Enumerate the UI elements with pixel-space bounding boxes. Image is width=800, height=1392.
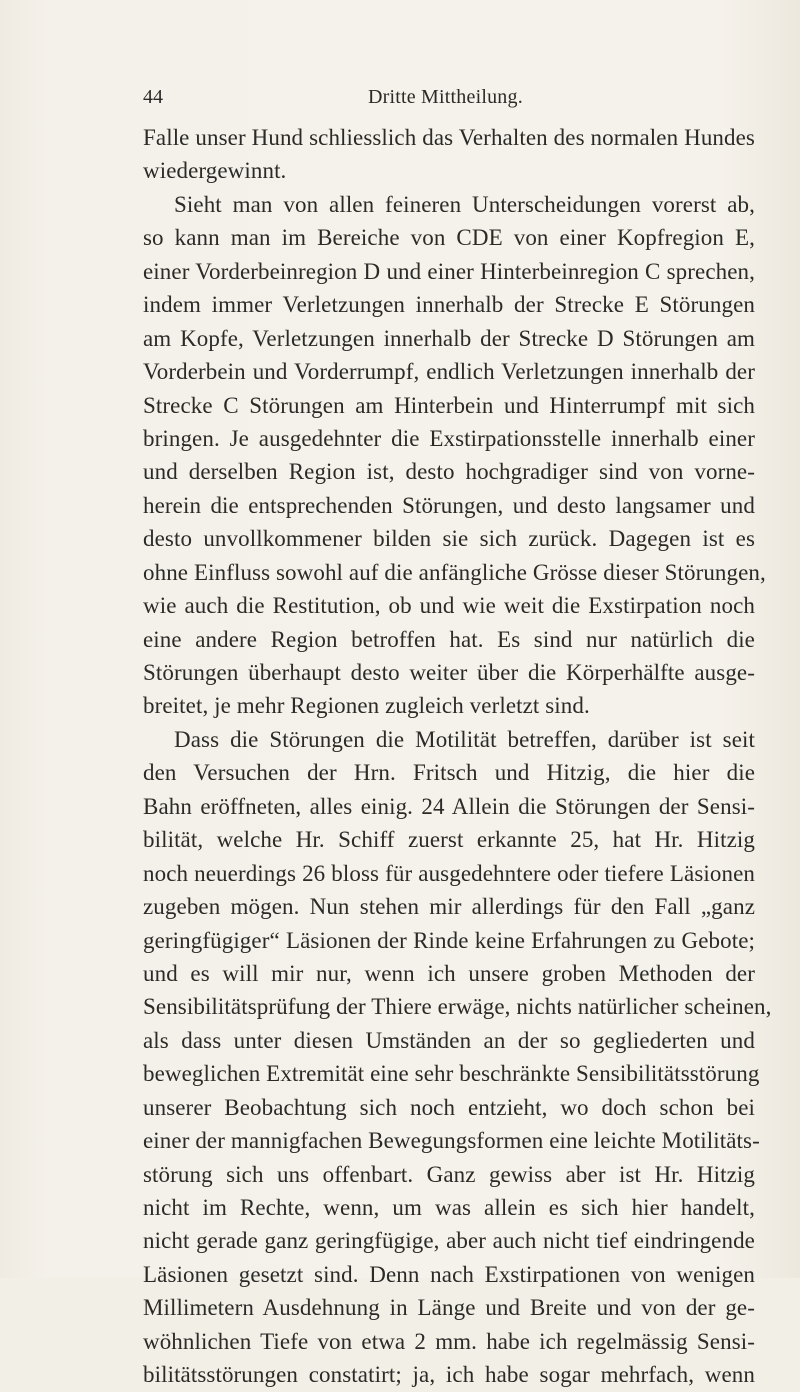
text-line: Störungen überhaupt desto weiter über die Körperhälfte ausge- [143,660,755,685]
text-line: wöhnlichen Tiefe von etwa 2 mm. habe ich regelmässig Sensi- [143,1328,755,1354]
text-line: Sensibilitätsprüfung der Thiere erwäge, nichts natürlicher scheinen, [143,994,772,1020]
text-line: ohne Einfluss sowohl auf die anfängliche Grösse dieser Störungen, [143,559,766,585]
text-line: Sieht man von allen feineren Unterscheidungen vorerst ab, [174,191,755,217]
text-line: noch neuerdings 26 bloss für ausgedehntere oder tiefere Läsionen [143,860,755,886]
text-line: störung sich uns offenbart. Ganz gewiss aber ist Hr. Hitzig [143,1161,755,1187]
text-line: Strecke C Störungen am Hinterbein und Hinterrumpf mit sich [143,392,755,418]
text-line: am Kopfe, Verletzungen innerhalb der Strecke D Störungen am [143,325,755,351]
text-line: indem immer Verletzungen innerhalb der Strecke E Störungen [143,292,755,318]
text-line: Millimetern Ausdehnung in Länge und Breite und von der ge- [143,1295,755,1321]
text-line: wie auch die Restitution, ob und wie weit die Exstirpation noch [143,593,755,619]
text-line: zugeben mögen. Nun stehen mir allerdings für den Fall „ganz [143,894,755,920]
text-line: eine andere Region betroffen hat. Es sind nur natürlich die [143,626,755,652]
text-line: bilität, welche Hr. Schiff zuerst erkannte 25, hat Hr. Hitzig [143,827,755,853]
text-line: den Versuchen der Hrn. Fritsch und Hitzig, die hier die [143,760,755,786]
running-head: Dritte Mittheilung. [368,86,523,108]
text-line: unserer Beobachtung sich noch entzieht, wo doch schon bei [143,1094,755,1120]
text-line: und derselben Region ist, desto hochgradiger sind von vorne- [143,459,755,485]
text-line: Läsionen gesetzt sind. Denn nach Exstirpationen von wenigen [143,1261,755,1287]
page-number: 44 [143,86,163,108]
text-line: Bahn eröffneten, alles einig. 24 Allein die Störungen der Sensi- [143,793,755,819]
page-header [143,82,755,112]
body-text [143,121,772,1392]
text-line: nicht im Rechte, wenn, um was allein es sich hier handelt, [143,1195,755,1220]
text-line: geringfügiger“ Läsionen der Rinde keine Erfahrungen zu Gebote; [143,927,755,953]
text-line: Vorderbein und Vorderrumpf, endlich Verletzungen innerhalb der [143,359,755,385]
text-line: Dass die Störungen die Motilität betreffen, darüber ist seit [174,726,755,752]
text-line: und es will mir nur, wenn ich unsere groben Methoden der [143,960,755,986]
text-line: beweglichen Extremität eine sehr beschränkte Sensibilitätsstörung [143,1061,760,1087]
text-line: einer Vorderbeinregion D und einer Hinterbeinregion C sprechen, [143,258,755,284]
text-line: bringen. Je ausgedehnter die Exstirpationsstelle innerhalb einer [143,425,755,451]
text-line: herein die entsprechenden Störungen, und desto langsamer und [143,492,755,518]
text-line: bilitätsstörungen constatirt; ja, ich habe sogar mehrfach, wenn [143,1362,755,1388]
text-line: als dass unter diesen Umständen an der so gegliederten und [143,1027,755,1053]
text-line: einer der mannigfachen Bewegungsformen eine leichte Motilitäts- [143,1128,760,1154]
text-line: Falle unser Hund schliesslich das Verhalten des normalen Hundes [143,125,755,150]
text-line: wiedergewinnt. [143,158,287,184]
text-line: desto unvollkommener bilden sie sich zurück. Dagegen ist es [143,526,755,552]
text-line: breitet, je mehr Regionen zugleich verletzt sind. [143,693,590,719]
text-line: nicht gerade ganz geringfügige, aber auch nicht tief eindringende [143,1228,755,1254]
text-line: so kann man im Bereiche von CDE von einer Kopfregion E, [143,225,755,251]
